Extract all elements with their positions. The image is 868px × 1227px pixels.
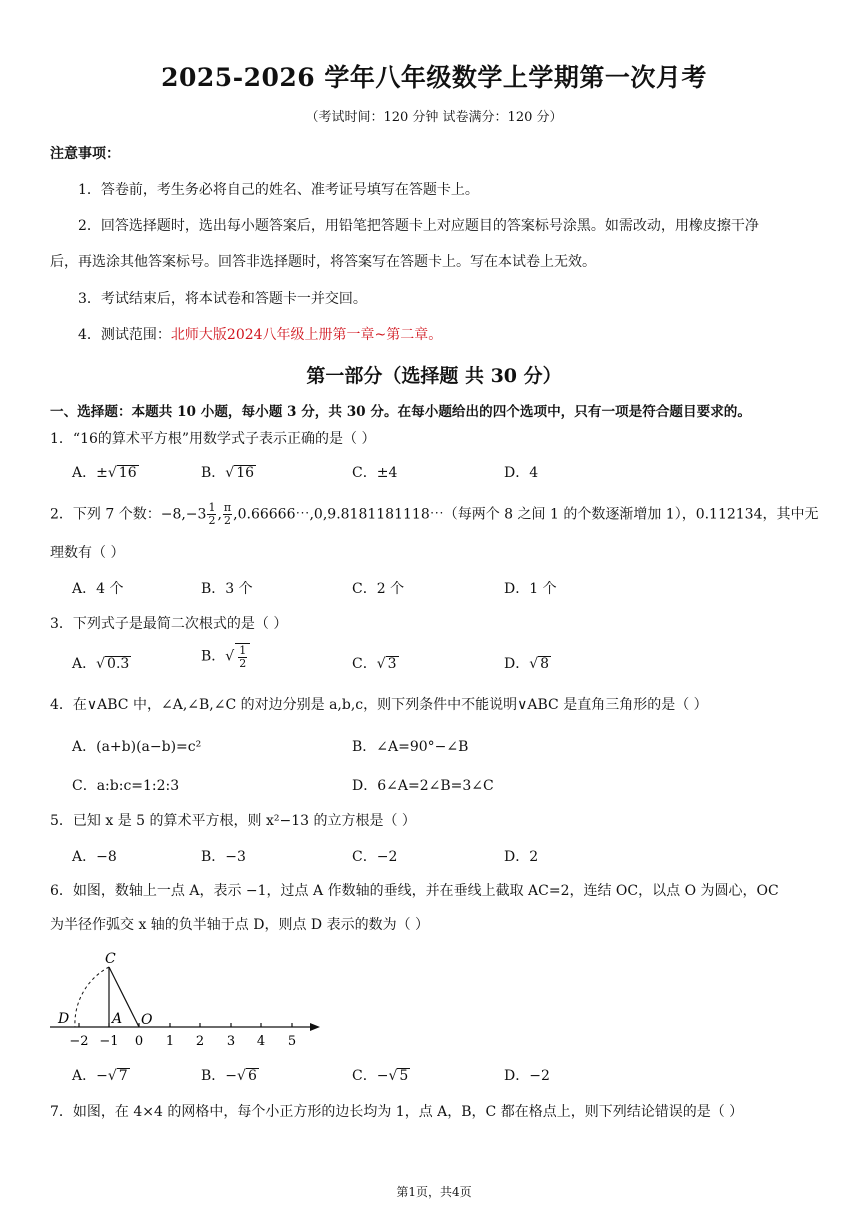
- note-4: [78, 324, 442, 344]
- tick-label: 3: [226, 1034, 236, 1049]
- note-4-range: 北师大版2024八年级上册第一章~第二章。: [170, 327, 443, 343]
- q4-stem: 4．在∨ABC 中，∠A,∠B,∠C 的对边分别是 a,b,c，则下列条件中不能说明∨ABC 是直角三角形的是（ ）: [50, 697, 708, 713]
- section-title: 一、选择题：本题共 10 小题，每小题 3 分，共 30 分。在每小题给出的四个选项中，只有一项是符合题目要求的。: [50, 404, 751, 420]
- q4-option-b: B．∠A=90°−∠B: [352, 739, 469, 755]
- point-a-label: A: [112, 1011, 123, 1027]
- notes-heading: 注意事项：: [50, 146, 120, 162]
- q6-option-a: A．−√ 7: [72, 1068, 128, 1084]
- q5-option-c: C．−2: [352, 849, 398, 865]
- q2-option-d: D．1 个: [504, 581, 557, 597]
- point-o-label: O: [141, 1012, 153, 1028]
- q6-stem-line1: 6．如图，数轴上一点 A，表示 −1，过点 A 作数轴的垂线，并在垂线上截取 AC=2，连结 OC，以点 O 为圆心，OC: [50, 883, 779, 899]
- page-footer: 第1页，共4页: [396, 1185, 472, 1199]
- point-d-label: D: [58, 1011, 70, 1027]
- q1-option-d: D．4: [504, 465, 539, 481]
- note-4-prefix: 4．测试范围：: [78, 327, 171, 343]
- q3-stem: 3．下列式子是最简二次根式的是（ ）: [50, 616, 288, 632]
- q6-option-b: B．−√ 6: [201, 1068, 257, 1084]
- point-c-label: C: [105, 951, 116, 967]
- q2-option-c: C．2 个: [352, 581, 405, 597]
- q2-option-b: B．3 个: [201, 581, 253, 597]
- q4-option-d: D．6∠A=2∠B=3∠C: [352, 778, 494, 794]
- q5-option-a: A．−8: [72, 849, 117, 865]
- tick-label: −1: [99, 1034, 119, 1049]
- q6-stem-line2: 为半径作弧交 x 轴的负半轴于点 D，则点 D 表示的数为（ ）: [50, 917, 430, 933]
- q3-option-c: C．√ 3: [352, 656, 397, 672]
- note-3: 3．考试结束后，将本试卷和答题卡一并交回。: [78, 291, 367, 307]
- q3-option-b: B．√ $\frac{1}{2}$: [201, 643, 251, 670]
- q1-option-c: C．±4: [352, 465, 398, 481]
- tick-label: −2: [69, 1034, 89, 1049]
- q3-option-d: D．√ 8: [504, 656, 550, 672]
- q3-option-a: A．√ 0.3: [72, 656, 130, 672]
- number-line-figure: [45, 945, 330, 1050]
- tick-label: 2: [195, 1034, 205, 1049]
- q2-fraction-pi: $\frac{\pi}{2}$: [223, 501, 232, 527]
- q1-option-b: B．√ 16: [201, 465, 255, 481]
- exam-subtitle: （考试时间：120 分钟 试卷满分：120 分）: [305, 110, 563, 125]
- arc-oc: [75, 967, 109, 1027]
- exam-title: 2025-2026 学年八年级数学上学期第一次月考: [161, 63, 707, 92]
- tick-label: 1: [165, 1034, 175, 1049]
- q1-stem: 1．“16的算术平方根”用数学式子表示正确的是（ ）: [50, 431, 376, 447]
- q2-fraction-half: $\frac{1}{2}$: [208, 501, 216, 527]
- q2-option-a: A．4 个: [72, 581, 124, 597]
- q5-stem: 5．已知 x 是 5 的算术平方根，则 x²−13 的立方根是（ ）: [50, 813, 416, 829]
- q1-option-a: A．±√ 16: [72, 465, 137, 481]
- q6-option-d: D．−2: [504, 1068, 550, 1084]
- q5-option-d: D．2: [504, 849, 539, 865]
- part-title: 第一部分（选择题 共 30 分）: [306, 365, 562, 387]
- q2-stem-line2: 理数有（ ）: [50, 545, 125, 561]
- note-2: 2．回答选择题时，选出每小题答案后，用铅笔把答题卡上对应题目的答案标号涂黑。如需改动，用橡皮擦干净: [78, 218, 759, 234]
- q4-option-c: C．a:b:c=1:2:3: [72, 778, 180, 794]
- axis-arrow: [310, 1023, 320, 1031]
- tick-label: 4: [256, 1034, 266, 1049]
- q6-option-c: C．−√ 5: [352, 1068, 409, 1084]
- tick-labels: [69, 1034, 296, 1049]
- q5-option-b: B．−3: [201, 849, 246, 865]
- note-1: 1．答卷前，考生务必将自己的姓名、准考证号填写在答题卡上。: [78, 182, 479, 198]
- q2-stem: 2．下列 7 个数：−8,−3 $\frac{1}{2}$ , $\frac{\pi}{2}$ ,0.66666⋯,0,9.8181181118⋯（每两个 8 之间 1 的个数逐渐增加 1），0.112134，其中无: [50, 501, 819, 527]
- note-2-continued: 后，再选涂其他答案标号。回答非选择题时，将答案写在答题卡上。写在本试卷上无效。: [50, 254, 596, 270]
- tick-label: 5: [287, 1034, 297, 1049]
- q7-stem: 7．如图，在 4×4 的网格中，每个小正方形的边长均为 1，点 A，B，C 都在格点上，则下列结论错误的是（ ）: [50, 1104, 744, 1120]
- q4-option-a: A．(a+b)(a−b)=c²: [72, 739, 202, 755]
- tick-label: 0: [134, 1034, 144, 1049]
